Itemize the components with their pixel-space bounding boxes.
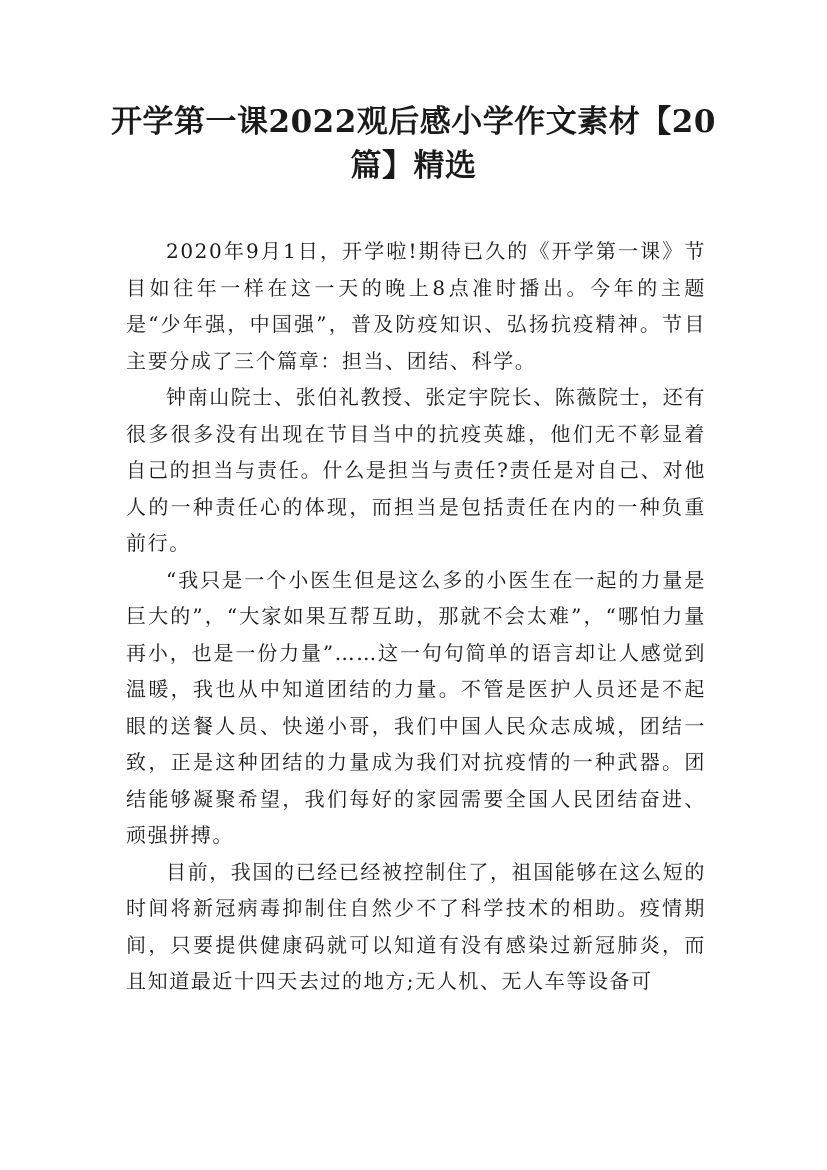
paragraph: “我只是一个小医生但是这么多的小医生在一起的力量是巨大的”，“大家如果互帮互助，那就不会太难”，“哪怕力量再小，也是一份力量”……这一句句简单的语言却让人感觉到温暖，我也从中知道团结的力量。不管是医护人员还是不起眼的送餐人员、快递小哥，我们中国人民众志成城，团结一致，正是这种团结的力量成为我们对抗疫情的一种武器。团结能够凝聚希望，我们每好的家园需要全国人民团结奋进、顽强拼搏。: [126, 567, 706, 847]
document-title: 开学第一课2022观后感小学作文素材【20篇】精选: [111, 104, 716, 184]
paragraph: 目前，我国的已经已经被控制住了，祖国能够在这么短的时间将新冠病毒抑制住自然少不了科学技术的相助。疫情期间，只要提供健康码就可以知道有没有感染过新冠肺炎，而且知道最近十四天去过的地方;无人机、无人车等设备可: [126, 859, 706, 993]
paragraph: 2020年9月1日，开学啦!期待已久的《开学第一课》节目如往年一样在这一天的晚上8点准时播出。今年的主题是“少年强，中国强”，普及防疫知识、弘扬抗疫精神。节目主要分成了三个篇章：担当、团结、科学。: [126, 239, 706, 373]
document-body: [126, 233, 706, 1000]
paragraph: 钟南山院士、张伯礼教授、张定宇院长、陈薇院士，还有很多很多没有出现在节目当中的抗疫英雄，他们无不彰显着自己的担当与责任。什么是担当与责任?责任是对自己、对他人的一种责任心的体现，而担当是包括责任在内的一种负重前行。: [126, 385, 706, 555]
